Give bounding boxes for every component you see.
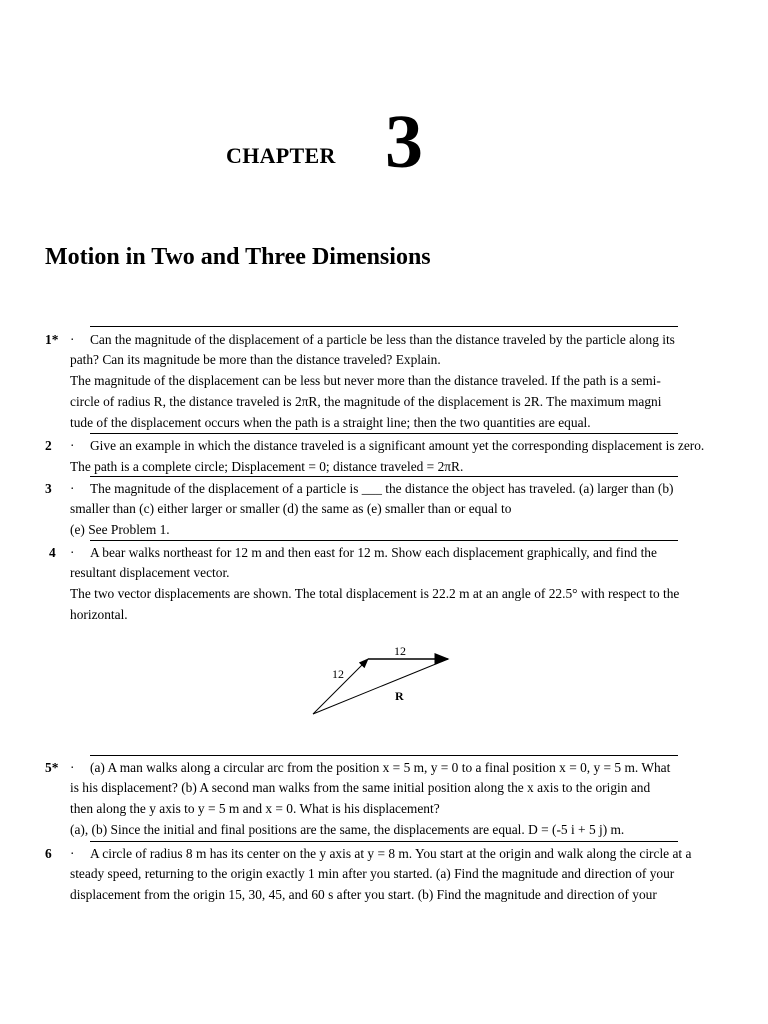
question-line: Can the magnitude of the displacement of a particle be less than the distance traveled by the particle along its [90,332,675,347]
answer-line: circle of radius R, the distance traveled is 2πR, the magnitude of the displacement is 2R. The maximum magni [70,394,662,409]
question-rule [90,476,678,477]
chapter-title: Motion in Two and Three Dimensions [45,244,431,270]
problem-bullet: · [70,545,75,560]
answer-line: (a), (b) Since the initial and final positions are the same, the displacements are equal. D = (-5 i + 5 j) m. [70,822,625,837]
resultant-vector-label: R [395,689,404,703]
answer-line: tude of the displacement occurs when the path is a straight line; then the two quantities are equal. [70,415,591,430]
problem-number: 5* [45,760,59,775]
problem-number: 1* [45,332,59,347]
question-rule [90,755,678,756]
problem-number: 4 [49,545,56,560]
chapter-number: 3 [385,100,423,184]
vector-diagram [308,642,458,722]
problem-bullet: · [70,760,75,775]
horizontal-vector-label: 12 [394,644,406,658]
question-rule [90,841,678,842]
answer-line: The two vector displacements are shown. The total displacement is 22.2 m at an angle of 22.5° with respect to the [70,586,680,601]
question-line: Give an example in which the distance traveled is a significant amount yet the corresponding displacement is zero. [90,438,705,453]
problem-number: 6 [45,846,52,861]
diagonal-vector-label: 12 [332,667,344,681]
question-line: A circle of radius 8 m has its center on the y axis at y = 8 m. You start at the origin and walk along the circle at a [90,846,692,861]
problem-bullet: · [70,332,75,347]
question-line: The magnitude of the displacement of a particle is ___ the distance the object has traveled. (a) larger than (b) [90,481,674,496]
problem-bullet: · [70,846,75,861]
answer-line: The magnitude of the displacement can be less but never more than the distance traveled. If the path is a semi- [70,373,661,388]
question-line: smaller than (c) either larger or smaller (d) the same as (e) smaller than or equal to [70,501,512,516]
problem-number: 2 [45,438,52,453]
answer-line: (e) See Problem 1. [70,522,170,537]
question-line: steady speed, returning to the origin exactly 1 min after you started. (a) Find the magnitude and direction of your [70,866,675,881]
question-line: is his displacement? (b) A second man walks from the same initial position along the x axis to the origin and [70,780,651,795]
chapter-label: CHAPTER [226,143,336,168]
question-rule [90,540,678,541]
answer-line: The path is a complete circle; Displacement = 0; distance traveled = 2πR. [70,459,464,474]
question-line: resultant displacement vector. [70,565,230,580]
answer-line: horizontal. [70,607,128,622]
question-line: displacement from the origin 15, 30, 45, and 60 s after you start. (b) Find the magnitude and direction of your [70,887,657,902]
problem-number: 3 [45,481,52,496]
question-line: A bear walks northeast for 12 m and then east for 12 m. Show each displacement graphically, and find the [90,545,657,560]
question-line: path? Can its magnitude be more than the distance traveled? Explain. [70,352,441,367]
question-rule [90,326,678,327]
question-rule [90,433,678,434]
problem-bullet: · [70,481,75,496]
problem-bullet: · [70,438,75,453]
question-line: (a) A man walks along a circular arc from the position x = 5 m, y = 0 to a final position x = 0, y = 5 m. What [90,760,671,775]
question-line: then along the y axis to y = 5 m and x = 0. What is his displacement? [70,801,440,816]
